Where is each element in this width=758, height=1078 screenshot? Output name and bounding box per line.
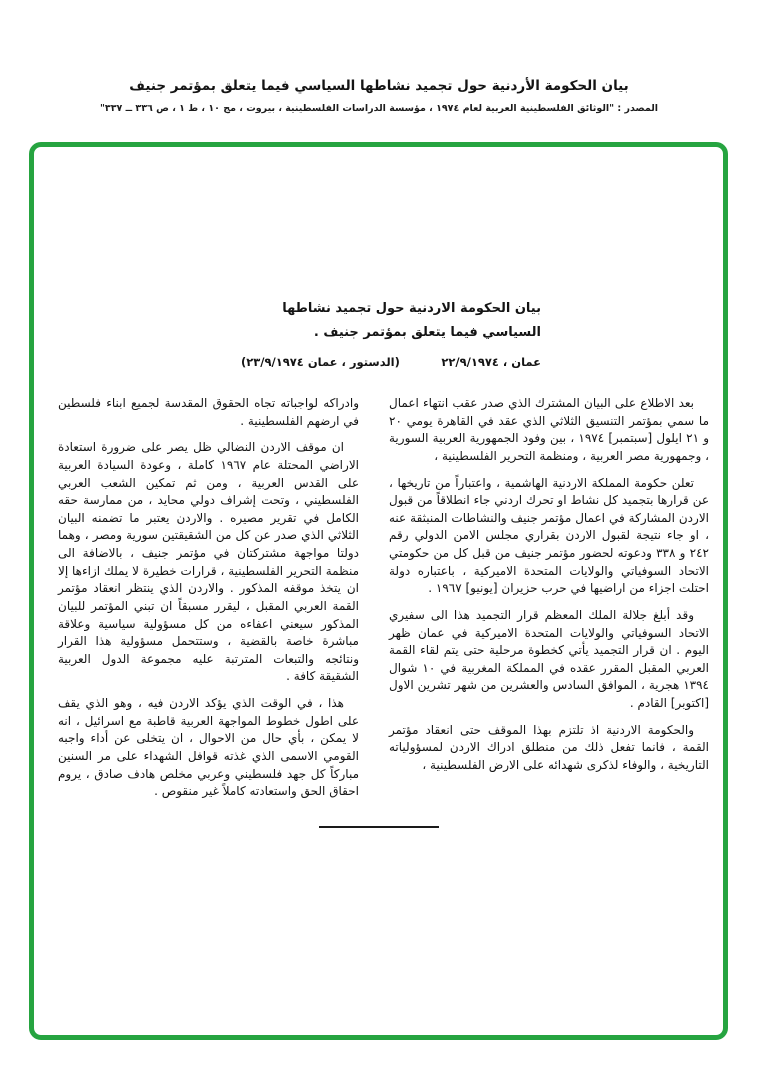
dateline (241, 355, 541, 369)
paragraph: والحكومة الاردنية اذ تلتزم بهذا الموقف حتى انعقاد مؤتمر القمة ، فانما تفعل ذلك من منطلق ادراك الاردن لمسؤولياته التاريخية ، والوفاء لذكرى شهدائه على الارض الفلسطينية ، (389, 722, 709, 772)
paragraph: بعد الاطلاع على البيان المشترك الذي صدر عقب انتهاء اعمال ما سمي بمؤتمر التنسيق الثلاثي الذي عقد في القاهرة يومي ٢٠ و ٢١ ايلول [سبتمبر] ١٩٧٤ ، بين وفود الجمهورية العربية السورية ، وجمهورية مصر العربية ، ومنظمة التحرير الفلسطينية ، (389, 396, 709, 463)
document-frame (29, 142, 728, 1040)
page-header (0, 0, 758, 114)
paragraph: وقد أبلغ جلالة الملك المعظم قرار التجميد هذا الى سفيري الاتحاد السوفياتي والولايات المتحدة الاميركية في عمان ظهر اليوم . ان قرار التجميد يأتي كخطوة مرحلية حتى يتم لقاء القمة العربي المقبل المقرر عقده في المملكة المغربية في ١٠ شوال ١٣٩٤ هجرية ، الموافق السادس والعشرين من شهر تشرين الاول [اكتوبر] القادم . (389, 607, 709, 711)
column-left (58, 395, 359, 810)
paragraph: وادراكه لواجباته تجاه الحقوق المقدسة لجميع ابناء فلسطين في ارضهم الفلسطينية . (58, 396, 359, 428)
dateline-place-date: عمان ، ٢٢/٩/١٩٧٤ (441, 355, 541, 370)
document-title-block (241, 297, 541, 369)
paragraph: ان موقف الاردن النضالي ظل يصر على ضرورة استعادة الاراضي المحتلة عام ١٩٦٧ كاملة ، وعودة السيادة العربية على القدس العربية ، ومن ثم تمكين الشعب العربي الفلسطيني ، وتحت إشراف دولي محايد ، من ممارسة حقه الكامل في تقرير مصيره . والاردن يعتبر ما تضمنه البيان الثلاثي الذي صدر عن كل من الشقيقتين سورية ومصر ، وهما دولتا مواجهة مشتركتان في مؤتمر جنيف ، بالاضافة الى منظمة التحرير الفلسطينية ، قرارات خطيرة لا يملك ازاءها إلا ان يتخذ موقفه المذكور . والاردن الذي ينتظر انعقاد مؤتمر القمة العربي المقبل ، ليقرر مسبقاً ان تبني المؤتمر للبيان المذكور سيعني اعفاءه من كل مسؤولية سياسية وعلاقة مباشرة خاصة بالقضية ، وستتحمل مسؤولية هذا القرار ونتائجه والتبعات المترتبة عليه مجموعة الدول العربية الشقيقة كافة . (58, 440, 359, 684)
document-title: بيان الحكومة الاردنية حول تجميد نشاطها السياسي فيما يتعلق بمؤتمر جنيف . (282, 301, 541, 341)
dateline-newspaper-citation: (الدستور ، عمان ٢٣/٩/١٩٧٤) (241, 355, 400, 370)
paragraph: هذا ، في الوقت الذي يؤكد الاردن فيه ، وهو الذي يقف على اطول خطوط المواجهة العربية قاطبة مع اسرائيل ، انه لا يمكن ، بأي حال من الاحوال ، ان يتخلى عن أداء واجبه القومي الاسمى الذي غذته قوافل الشهداء على مر السنين مباركاً كل جهد فلسطيني وعربي مخلص هادف صادق ، يروم احقاق الحق واستعادته كاملاً غير منقوص . (58, 696, 359, 799)
page-title: بيان الحكومة الأردنية حول تجميد نشاطها السياسي فيما يتعلق بمؤتمر جنيف (129, 78, 629, 94)
body-columns (58, 395, 709, 810)
bottom-divider (319, 826, 439, 828)
paragraph: تعلن حكومة المملكة الاردنية الهاشمية ، واعتباراً من تاريخها ، عن قرارها بتجميد كل نشاط او تحرك اردني جاء انطلاقاً من قبول الاردن المشاركة في اعمال مؤتمر جنيف والنشاطات المنبثقة عنه ، او جاء نتيجة لقبول الاردن بقراري مجلس الامن الدولي رقم ٢٤٢ و ٣٣٨ ودعوته لحضور مؤتمر جنيف من قبل كل من حكومتي الاتحاد السوفياتي والولايات المتحدة الاميركية ، باعتباره دولة احتلت اجزاء من اراضيها في حرب حزيران [يونيو] ١٩٦٧ . (389, 475, 709, 596)
column-right (389, 395, 709, 784)
source-citation: المصدر : "الوثائق الفلسطينية العربية لعام ١٩٧٤ ، مؤسسة الدراسات الفلسطينية ، بيروت ، مج ١٠ ، ط ١ ، ص ٣٣٦ ــ ٣٣٧" (99, 103, 659, 114)
